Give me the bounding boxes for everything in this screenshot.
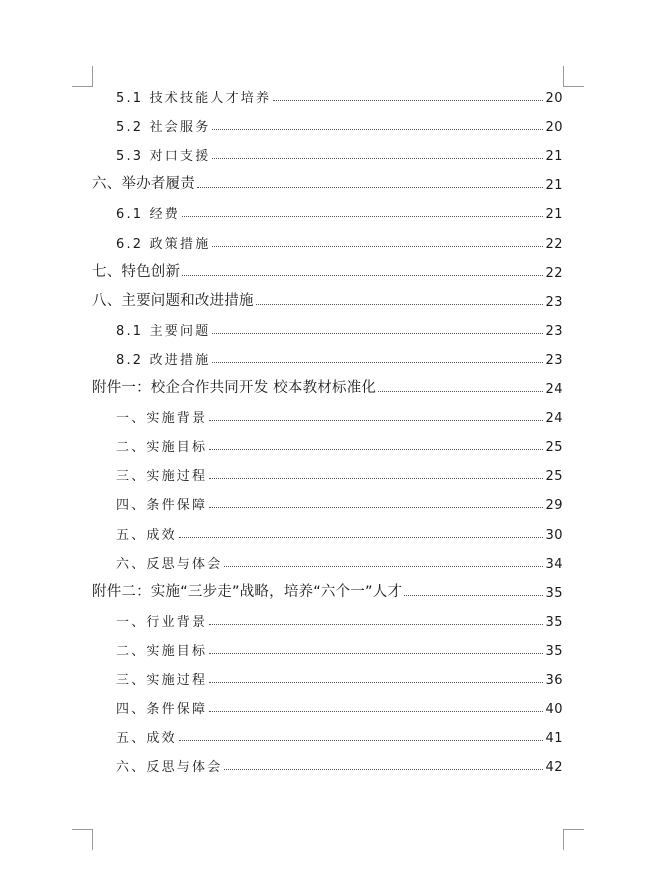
toc-dot-leader: [224, 565, 543, 567]
toc-entry[interactable]: [92, 230, 563, 252]
toc-entry-title: 6.2 政策措施: [116, 236, 211, 252]
toc-dot-leader: [182, 215, 543, 217]
toc-dot-leader: [212, 361, 543, 363]
crop-mark-top-left: [72, 66, 93, 87]
toc-entry[interactable]: [92, 637, 563, 659]
toc-entry-page-number: 23: [545, 294, 563, 310]
toc-entry-page-number: 35: [545, 585, 563, 601]
toc-entry-title: 8.1 主要问题: [116, 323, 211, 339]
toc-entry-page-number: 25: [545, 440, 563, 456]
toc-entry[interactable]: [92, 142, 563, 164]
toc-entry-page-number: 24: [545, 411, 563, 427]
toc-entry[interactable]: [92, 259, 563, 281]
toc-dot-leader: [404, 594, 543, 596]
crop-mark-bottom-left: [72, 829, 93, 850]
toc-entry-title: 四、条件保障: [116, 702, 208, 718]
toc-dot-leader: [209, 710, 543, 712]
toc-dot-leader: [212, 245, 543, 247]
toc-entry-title: 五、成效: [116, 527, 177, 543]
toc-entry-title: 一、行业背景: [116, 614, 208, 630]
toc-dot-leader: [179, 536, 544, 538]
toc-entry-page-number: 40: [545, 702, 563, 718]
toc-entry[interactable]: [92, 462, 563, 484]
toc-entry-title: 二、实施目标: [116, 643, 208, 659]
toc-dot-leader: [209, 448, 543, 450]
toc-entry[interactable]: [92, 375, 563, 397]
toc-entry[interactable]: [92, 695, 563, 717]
toc-entry-page-number: 21: [545, 149, 563, 165]
toc-entry-title: 八、主要问题和改进措施: [92, 292, 254, 309]
toc-entry-title: 5.3 对口支援: [116, 149, 211, 165]
toc-entry-page-number: 36: [545, 673, 563, 688]
toc-dot-leader: [378, 390, 543, 392]
toc-entry[interactable]: [92, 404, 563, 426]
toc-dot-leader: [212, 157, 543, 159]
toc-dot-leader: [212, 332, 543, 334]
toc-dot-leader: [209, 477, 543, 479]
toc-dot-leader: [212, 128, 543, 130]
toc-entry[interactable]: [92, 521, 563, 543]
toc-entry-page-number: 24: [545, 382, 563, 397]
toc-entry-page-number: 29: [545, 498, 563, 514]
toc-entry[interactable]: [92, 724, 563, 746]
toc-dot-leader: [197, 186, 544, 188]
toc-entry-page-number: 42: [545, 760, 563, 776]
toc-entry-page-number: 30: [545, 527, 563, 543]
toc-dot-leader: [209, 419, 543, 421]
toc-dot-leader: [179, 739, 544, 741]
toc-entry-title: 七、特色创新: [92, 263, 181, 280]
toc-entry-page-number: 35: [545, 643, 563, 659]
toc-entry-page-number: 22: [545, 265, 563, 281]
toc-entry-page-number: 22: [545, 236, 563, 252]
toc-entry-page-number: 34: [545, 556, 563, 572]
toc-entry-page-number: 21: [545, 178, 563, 194]
toc-dot-leader: [182, 274, 543, 276]
toc-entry[interactable]: [92, 84, 563, 106]
crop-mark-top-right: [563, 66, 584, 87]
toc-entry-title: 5.1 技术技能人才培养: [116, 91, 272, 106]
toc-entry[interactable]: [92, 171, 563, 193]
toc-entry-title: 三、实施过程: [116, 469, 208, 485]
toc-entry-title: 三、实施过程: [116, 673, 208, 688]
toc-entry-title: 5.2 社会服务: [116, 120, 211, 136]
toc-entry-page-number: 20: [545, 91, 563, 106]
toc-entry-page-number: 23: [545, 352, 563, 368]
toc-entry[interactable]: [92, 491, 563, 513]
toc-entry[interactable]: [92, 113, 563, 135]
toc-entry-page-number: 20: [545, 120, 563, 136]
toc-entry[interactable]: [92, 753, 563, 775]
toc-entry-title: 六、反思与体会: [116, 760, 223, 776]
crop-mark-bottom-right: [563, 829, 584, 850]
toc-entry[interactable]: [92, 550, 563, 572]
toc-dot-leader: [273, 99, 543, 101]
toc-dot-leader: [224, 768, 543, 770]
toc-entry[interactable]: [92, 666, 563, 688]
toc-entry-page-number: 41: [545, 731, 563, 747]
toc-entry[interactable]: [92, 288, 563, 310]
toc-entry[interactable]: [92, 579, 563, 601]
toc-entry-title: 附件一：校企合作共同开发 校本教材标准化: [92, 380, 377, 396]
toc-entry-title: 六、反思与体会: [116, 556, 223, 572]
toc-dot-leader: [209, 681, 543, 683]
toc-entry-title: 6.1 经费: [116, 207, 181, 223]
toc-entry[interactable]: [92, 433, 563, 455]
toc-entry-title: 二、实施目标: [116, 440, 208, 456]
toc-entry-page-number: 35: [545, 614, 563, 630]
toc-entry[interactable]: [92, 346, 563, 368]
toc-entry-title: 一、实施背景: [116, 411, 208, 427]
toc-entry-title: 附件二：实施“三步走”战略，培养“六个一”人才: [92, 583, 403, 600]
toc-entry-title: 六、举办者履责: [92, 176, 195, 193]
toc-dot-leader: [256, 303, 544, 305]
toc-dot-leader: [209, 623, 543, 625]
toc-entry[interactable]: [92, 317, 563, 339]
toc-entry-title: 8.2 改进措施: [116, 352, 211, 368]
toc-dot-leader: [209, 652, 543, 654]
toc-entry-page-number: 25: [545, 469, 563, 485]
toc-entry[interactable]: [92, 200, 563, 222]
toc-entry-page-number: 23: [545, 323, 563, 339]
toc-entry[interactable]: [92, 608, 563, 630]
toc-dot-leader: [209, 506, 543, 508]
toc-entry-title: 四、条件保障: [116, 498, 208, 514]
toc-entry-page-number: 21: [545, 207, 563, 223]
toc-entry-title: 五、成效: [116, 731, 177, 747]
